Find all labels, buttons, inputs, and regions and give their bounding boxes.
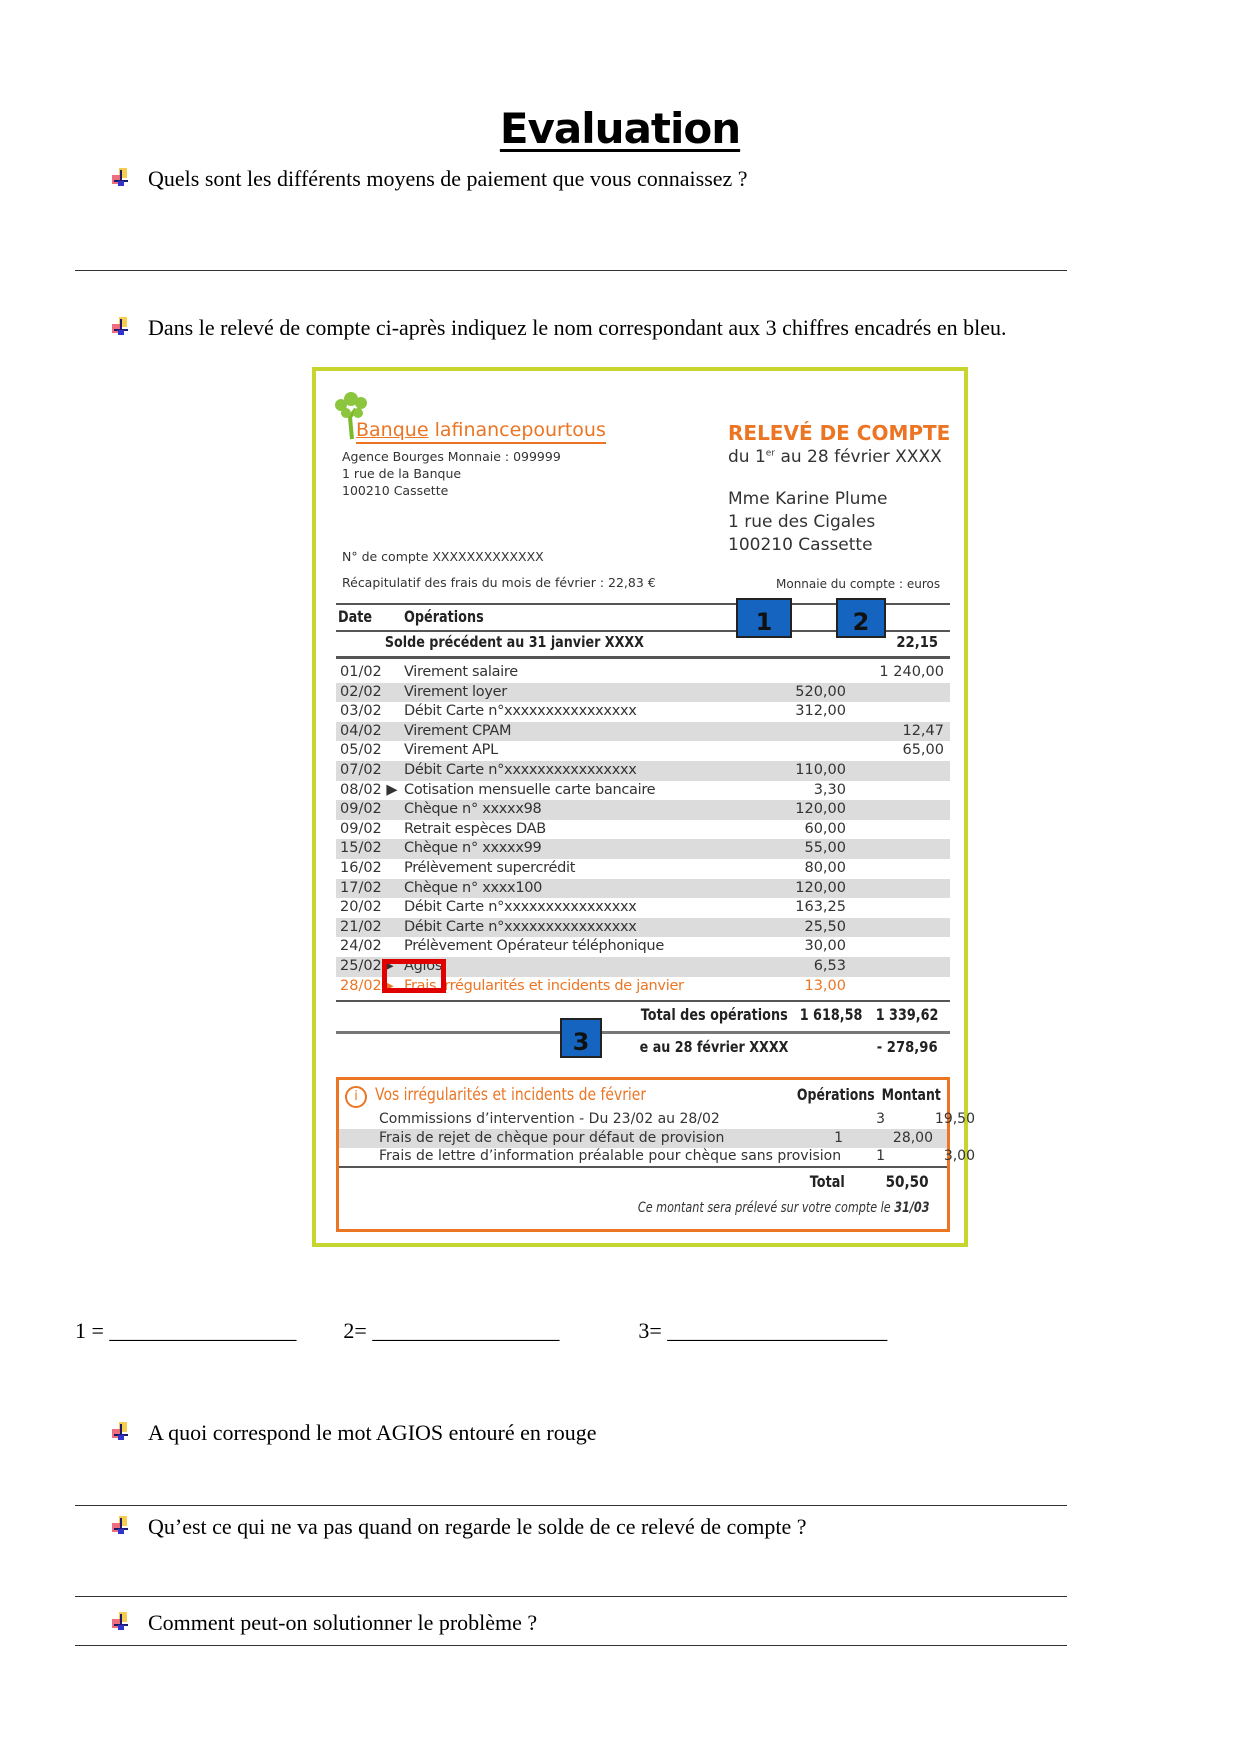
cell-op: Chèque n° xxxx100 xyxy=(404,879,543,896)
cell-debit: 13,00 xyxy=(804,977,846,994)
cell-op: Virement loyer xyxy=(404,683,507,700)
cell-date: 25/02 ▸ xyxy=(340,958,394,974)
cell-op: Cotisation mensuelle carte bancaire xyxy=(404,781,656,798)
answer-2-field[interactable]: _________________ xyxy=(372,1318,560,1343)
cell-date: 15/02 xyxy=(340,840,382,857)
cell-date: 16/02 xyxy=(340,860,382,876)
marker-1: 1 xyxy=(736,598,792,638)
answer-blanks xyxy=(75,1318,887,1344)
col-ops: Opérations xyxy=(797,1085,875,1104)
cell-debit: 60,00 xyxy=(804,820,846,837)
cell-op: Prélèvement supercrédit xyxy=(404,860,576,876)
fees-summary: Récapitulatif des frais du mois de février : 22,83 € xyxy=(342,575,656,590)
cell-debit: 3,30 xyxy=(813,781,846,798)
cell-op: Débit Carte n°xxxxxxxxxxxxxxxx xyxy=(404,762,637,778)
cell-ops: 3 xyxy=(876,1111,885,1127)
cell-op: Retrait espèces DAB xyxy=(404,820,546,837)
divider xyxy=(336,1031,950,1034)
cell-label: Commissions d’intervention - Du 23/02 au 28/02 xyxy=(379,1111,720,1127)
info-icon: i xyxy=(345,1086,367,1108)
answer-line-4[interactable] xyxy=(75,1596,1067,1597)
table-row xyxy=(336,937,950,957)
cell-date: 02/02 xyxy=(340,683,382,700)
table-row xyxy=(336,898,950,918)
col-operations: Opérations xyxy=(404,607,484,626)
cell-debit: 163,25 xyxy=(795,899,846,916)
answer-line-3[interactable] xyxy=(75,1505,1067,1506)
client-address-2: 100210 Cassette xyxy=(728,535,873,555)
previous-balance-label: Solde précédent au 31 janvier XXXX xyxy=(384,633,644,651)
table-row xyxy=(336,820,950,840)
page-title: Evaluation xyxy=(499,104,741,153)
irregularity-row xyxy=(379,1147,975,1166)
col-date: Date xyxy=(338,607,373,626)
table-row xyxy=(336,839,950,859)
bank-address-1: 1 rue de la Banque xyxy=(342,466,462,481)
question-4 xyxy=(110,1514,807,1540)
cell-debit: 120,00 xyxy=(795,879,846,896)
cell-date: 09/02 xyxy=(340,801,382,818)
bullet-arrow-icon xyxy=(110,1422,132,1444)
irregularity-row xyxy=(379,1110,975,1129)
marker-2: 2 xyxy=(836,598,886,638)
bank-address-2: 100210 Cassette xyxy=(342,483,449,498)
cell-debit: 312,00 xyxy=(795,703,846,720)
cell-amount: 19,50 xyxy=(934,1111,975,1127)
irregularities-box xyxy=(336,1077,975,1232)
cell-debit: 520,00 xyxy=(795,683,846,700)
cell-op: Virement CPAM xyxy=(404,722,512,739)
cell-credit: 12,47 xyxy=(902,722,944,739)
cell-date: 21/02 xyxy=(340,918,382,935)
cell-debit: 110,00 xyxy=(795,762,846,778)
question-3 xyxy=(110,1420,596,1446)
irregularities-total-value: 50,50 xyxy=(885,1172,929,1191)
cell-op: Débit Carte n°xxxxxxxxxxxxxxxx xyxy=(404,703,637,720)
cell-debit: 30,00 xyxy=(804,938,846,955)
table-row xyxy=(336,683,950,703)
total-credit: 1 339,62 xyxy=(875,1005,938,1024)
bullet-arrow-icon xyxy=(110,317,132,339)
cell-debit: 25,50 xyxy=(804,918,846,935)
cell-op: Virement salaire xyxy=(404,664,518,680)
cell-date: 17/02 xyxy=(340,879,382,896)
total-label: Total des opérations xyxy=(641,1005,788,1024)
divider xyxy=(336,1000,950,1002)
bullet-arrow-icon xyxy=(110,168,132,190)
table-row xyxy=(336,800,950,820)
answer-line-1[interactable] xyxy=(75,270,1067,271)
question-1 xyxy=(110,166,748,192)
agency: Agence Bourges Monnaie : 099999 xyxy=(342,449,561,464)
agios-highlight xyxy=(382,959,446,993)
cell-date: 05/02 xyxy=(340,742,382,759)
cell-credit: 65,00 xyxy=(902,742,944,759)
cell-ops: 1 xyxy=(834,1129,843,1146)
bullet-arrow-icon xyxy=(110,1612,132,1634)
table-row xyxy=(336,859,950,879)
question-text: Quels sont les différents moyens de paiement que vous connaissez ? xyxy=(148,166,748,191)
cell-op: Frais irrégularités et incidents de janvier xyxy=(404,977,684,994)
cell-amount: 3,00 xyxy=(943,1148,975,1164)
statement-title: RELEVÉ DE COMPTE xyxy=(728,421,951,445)
cell-amount: 28,00 xyxy=(892,1129,933,1146)
bank-statement xyxy=(312,367,975,1247)
statement-period: du 1er au 28 février XXXX xyxy=(728,447,942,467)
cell-credit: 1 240,00 xyxy=(879,664,944,680)
cell-date: 01/02 xyxy=(340,664,382,680)
answer-3-field[interactable]: ____________________ xyxy=(667,1318,888,1343)
table-row xyxy=(336,663,950,683)
table-row xyxy=(336,879,950,899)
question-2 xyxy=(110,315,1006,341)
question-5 xyxy=(110,1610,537,1636)
account-currency: Monnaie du compte : euros xyxy=(776,577,941,591)
total-debit: 1 618,58 xyxy=(799,1005,862,1024)
cell-debit: 80,00 xyxy=(804,860,846,876)
previous-balance-value: 22,15 xyxy=(896,633,938,651)
cell-date: 04/02 xyxy=(340,722,382,739)
cell-op: Prélèvement Opérateur téléphonique xyxy=(404,938,664,955)
irregularity-row xyxy=(339,1129,947,1148)
divider xyxy=(339,1166,947,1168)
table-row xyxy=(336,761,950,781)
question-text: Qu’est ce qui ne va pas quand on regarde le solde de ce relevé de compte ? xyxy=(148,1514,807,1539)
account-number: N° de compte XXXXXXXXXXXXX xyxy=(342,549,544,564)
cell-date: 28/02 ▸ xyxy=(340,977,394,994)
cell-debit: 6,53 xyxy=(813,958,846,974)
irregularities-title: Vos irrégularités et incidents de février xyxy=(375,1085,647,1105)
answer-1-label: 1 = xyxy=(75,1318,104,1343)
debit-note: Ce montant sera prélevé sur votre compte le 31/03 xyxy=(637,1200,929,1216)
cell-date: 03/02 xyxy=(340,703,382,720)
answer-3-label: 3= xyxy=(638,1318,662,1343)
cell-op: Chèque n° xxxxx99 xyxy=(404,840,542,857)
answer-1-field[interactable]: _________________ xyxy=(109,1318,297,1343)
col-amount: Montant xyxy=(881,1085,941,1104)
bullet-arrow-icon xyxy=(110,1516,132,1538)
question-text: Dans le relevé de compte ci-après indiquez le nom correspondant aux 3 chiffres encadrés en bleu. xyxy=(148,315,1007,340)
cell-ops: 1 xyxy=(876,1148,885,1164)
cell-op: Chèque n° xxxxx98 xyxy=(404,801,542,818)
bank-name: Banque lafinancepourtous xyxy=(356,419,606,444)
cell-debit: 120,00 xyxy=(795,801,846,818)
client-name: Mme Karine Plume xyxy=(728,489,888,509)
new-balance-value: - 278,96 xyxy=(877,1038,938,1056)
cell-date: 07/02 xyxy=(340,762,382,778)
cell-date: 09/02 xyxy=(340,820,382,837)
marker-3: 3 xyxy=(560,1018,602,1058)
client-address-1: 1 rue des Cigales xyxy=(728,512,876,532)
irregularities-total-label: Total xyxy=(810,1172,845,1191)
cell-op: Virement APL xyxy=(404,742,498,759)
cell-date: 20/02 xyxy=(340,899,382,916)
answer-line-5[interactable] xyxy=(75,1645,1067,1646)
cell-label: Frais de lettre d’information préalable pour chèque sans provision xyxy=(379,1148,842,1164)
cell-debit: 55,00 xyxy=(804,840,846,857)
divider xyxy=(336,656,950,659)
question-text: Comment peut-on solutionner le problème ? xyxy=(148,1610,538,1635)
answer-2-label: 2= xyxy=(343,1318,367,1343)
table-row xyxy=(336,781,950,801)
cell-date: 24/02 xyxy=(340,938,382,955)
table-row xyxy=(336,918,950,938)
table-row xyxy=(336,702,950,722)
question-text: A quoi correspond le mot AGIOS entouré en rouge xyxy=(148,1420,597,1445)
new-balance-label: e au 28 février XXXX xyxy=(639,1038,788,1056)
cell-op: Agios xyxy=(404,958,443,974)
cell-op: Débit Carte n°xxxxxxxxxxxxxxxx xyxy=(404,918,637,935)
table-row xyxy=(336,722,950,742)
cell-label: Frais de rejet de chèque pour défaut de provision xyxy=(379,1129,725,1146)
cell-date: 08/02 ▶ xyxy=(340,781,398,798)
table-row xyxy=(336,741,950,761)
cell-op: Débit Carte n°xxxxxxxxxxxxxxxx xyxy=(404,899,637,916)
